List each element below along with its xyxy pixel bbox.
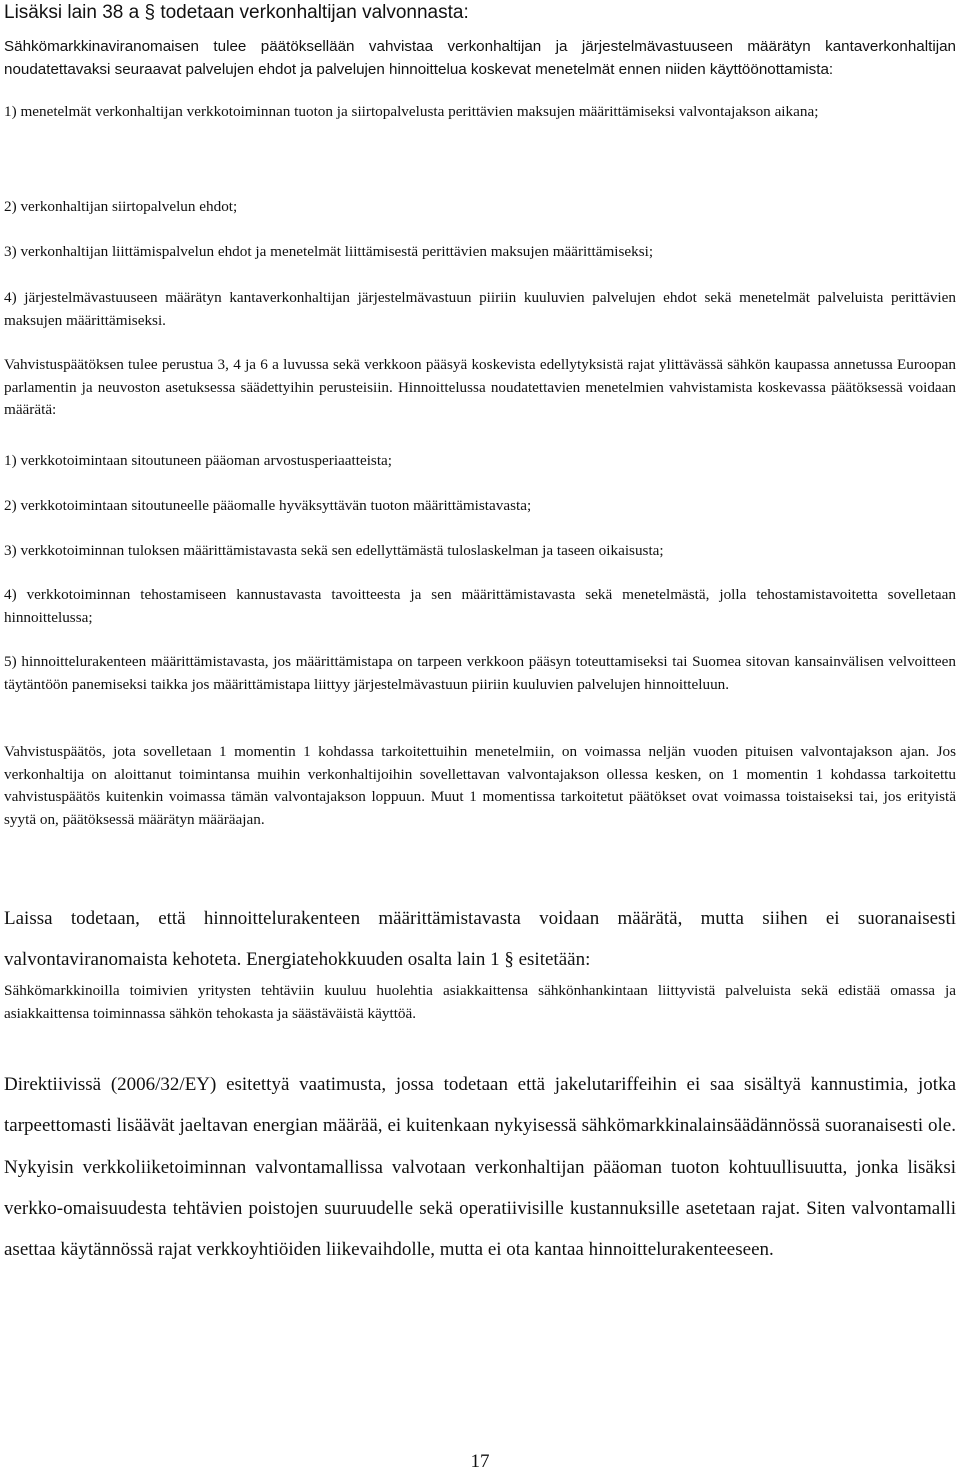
law-list-item: 3) verkkotoiminnan tuloksen määrittämistavasta sekä sen edellyttämästä tuloslaskelman ja taseen oikaisusta; <box>4 542 664 559</box>
law-intro-paragraph: Sähkömarkkinaviranomaisen tulee päätöksellään vahvistaa verkonhaltijan ja järjestelmävastuuseen määrätyn kantaverkonhaltijan noudatettavaksi seuraavat palvelujen ehdot ja palvelujen hinnoittelua koskevat menetelmät ennen niiden käyttöönottamista: <box>4 38 956 78</box>
law-list-item: 1) verkkotoimintaan sitoutuneen pääoman arvostusperiaatteista; <box>4 452 393 469</box>
body-paragraph: Direktiivissä (2006/32/EY) esitettyä vaatimusta, jossa todetaan että jakelutariffeihin ei saa sisältyä kannustimia, jotka tarpeettomasti lisäävät jaeltavan energian määrää, ei kuitenkaan nykyisessä sähkömarkkinalainsäädännössä suoranaisesti ole. Nykyisin verkkoliiketoiminnan valvontamallissa valvotaan verkonhaltijan pääoman tuoton kohtuullisuutta, jonka lisäksi verkko-omaisuudesta tehtävien poistojen suuruudelle sekä operatiivisille kustannuksille asetetaan rajat. Siten valvontamalli asettaa käytännössä rajat verkkoyhtiöiden liikevaihdolle, mutta ei ota kantaa hinnoittelurakenteeseen. <box>4 1074 956 1261</box>
law-quote: Sähkömarkkinoilla toimivien yritysten tehtäviin kuuluu huolehtia asiakkaittensa sähkönhankintaan liittyvistä palveluista sekä edistää omassa ja asiakkaittensa toiminnassa sähkön tehokasta ja säästäväistä käyttöä. <box>4 982 956 1022</box>
law-list-item: 1) menetelmät verkonhaltijan verkkotoiminnan tuoton ja siirtopalvelusta perittävien maksujen määrittämiseksi valvontajakson aikana; <box>4 103 819 120</box>
law-list-item: 3) verkonhaltijan liittämispalvelun ehdot ja menetelmät liittämisestä perittävien maksujen määrittämiseksi; <box>4 243 654 260</box>
section-heading: Lisäksi lain 38 a § todetaan verkonhaltijan valvonnasta: <box>4 2 469 23</box>
law-paragraph: Vahvistuspäätöksen tulee perustua 3, 4 ja 6 a luvussa sekä verkkoon pääsyä koskevista edellytyksistä rajat ylittävässä sähkön kaupassa annetussa Euroopan parlamentin ja neuvoston asetuksessa säädettyihin perusteisiin. Hinnoittelussa noudatettavien menetelmien vahvistamista koskevassa päätöksessä voidaan määrätä: <box>4 356 956 418</box>
page-number: 17 <box>470 1451 490 1472</box>
law-list-item: 4) verkkotoiminnan tehostamiseen kannustavasta tavoitteesta ja sen määrittämistavasta sekä menetelmästä, jolla tehostamistavoitetta sovelletaan hinnoittelussa; <box>4 586 956 626</box>
law-paragraph: Vahvistuspäätös, jota sovelletaan 1 momentin 1 kohdassa tarkoitettuihin menetelmiin, on voimassa neljän vuoden pituisen valvontajakson ajan. Jos verkonhaltija on aloittanut toimintansa muihin verkonhaltijoihin sovellettavan valvontajakson ollessa kesken, on 1 momentin 1 kohdassa tarkoitettu vahvistuspäätös kuitenkin voimassa tämän valvontajakson loppuun. Muut 1 momentissa tarkoitetut päätökset ovat voimassa toistaiseksi tai, jos erityistä syytä on, päätöksessä määrätyn määräajan. <box>4 743 956 828</box>
law-list-item: 2) verkkotoimintaan sitoutuneelle pääomalle hyväksyttävän tuoton määrittämistavasta; <box>4 497 532 514</box>
law-list-item: 5) hinnoittelurakenteen määrittämistavasta, jos määrittämistapa on tarpeen verkkoon pääsyn toteuttamiseksi tai Suomea sitovan kansainvälisen velvoitteen täytäntöön panemiseksi taikka jos määrittämistapa liittyy järjestelmävastuun piiriin kuuluvien palvelujen hinnoitteluun. <box>4 653 956 693</box>
law-list-item: 4) järjestelmävastuuseen määrätyn kantaverkonhaltijan järjestelmävastuun piiriin kuuluvien palvelujen ehdot sekä menetelmät palveluista perittävien maksujen määrittämiseksi. <box>4 289 956 329</box>
body-paragraph: Laissa todetaan, että hinnoittelurakenteen määrittämistavasta voidaan määrätä, mutta siihen ei suoranaisesti valvontaviranomaista kehoteta. Energiatehokkuuden osalta lain 1 § esitetään: <box>4 908 956 970</box>
law-list-item: 2) verkonhaltijan siirtopalvelun ehdot; <box>4 198 238 215</box>
